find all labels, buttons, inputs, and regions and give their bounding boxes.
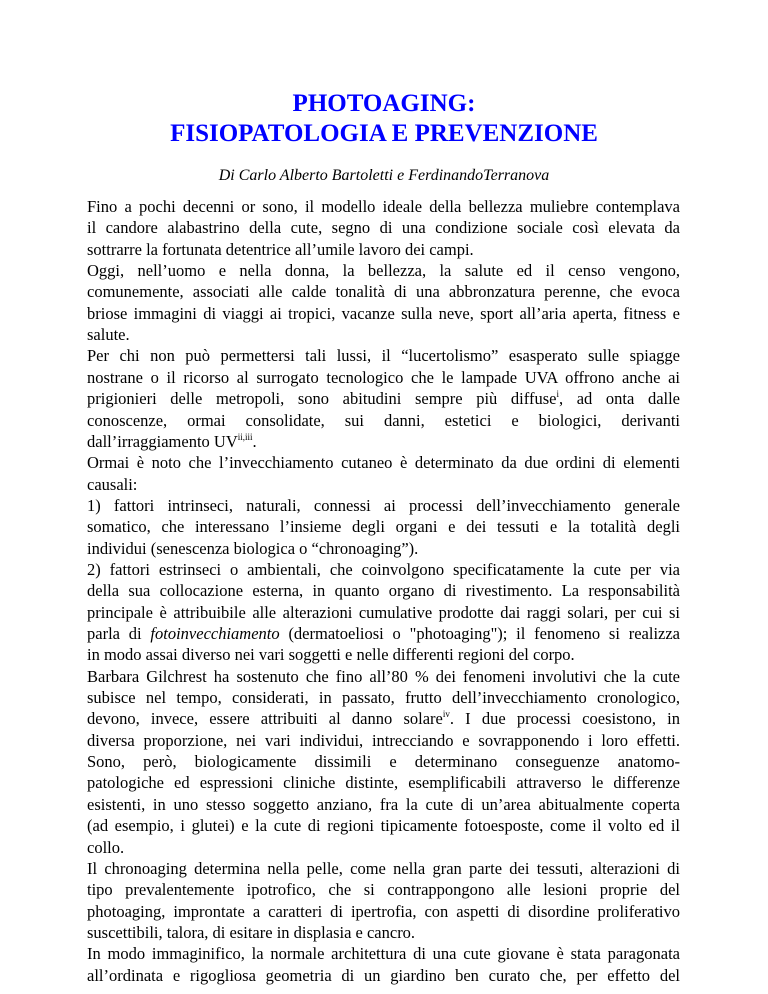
text-line: 1) fattori intrinseci, naturali, connessi ai processi dell’invecchiamento generale <box>87 495 680 515</box>
text-line: conoscenze, ormai consolidate, sui danni, estetici e biologici, derivanti <box>87 410 680 430</box>
text-line: all’ordinata e rigogliosa geometria di un giardino ben curato che, per effetto del <box>87 965 680 985</box>
text-line: In modo immaginifico, la normale architettura di una cute giovane è stata paragonata <box>87 944 680 964</box>
text-line: diversa proporzione, nei vari individui, intrecciando e sovrapponendo i loro effetti. <box>87 730 680 750</box>
text-segment: (dermatoeliosi o "photoaging"); il fenomeno si realizza <box>279 624 681 644</box>
text-line: individui (senescenza biologica o “chronoaging”). <box>87 538 419 558</box>
text-line: sottrarre la fortunata detentrice all’umile lavoro dei campi. <box>87 239 474 259</box>
text-line: salute. <box>87 325 130 345</box>
text-line: comunemente, associati alle calde tonalità di una abbronzatura perenne, che evoca <box>87 282 680 302</box>
text-line: subisce nel tempo, considerati, in passato, frutto dell’invecchiamento cronologico, <box>87 688 680 708</box>
text-line: esistenti, in uno stesso soggetto anziano, fra la cute di un’area abitualmente coperta <box>87 794 680 814</box>
text-line: photoaging, improntate a caratteri di ipertrofia, con aspetti di disordine proliferativo <box>87 901 680 921</box>
italic-term: fotoinvecchiamento <box>150 624 280 644</box>
text-line: somatico, che interessano l’insieme degli organi e dei tessuti e la totalità degli <box>87 517 680 537</box>
text-line: Il chronoaging determina nella pelle, come nella gran parte dei tessuti, alterazioni di <box>87 858 680 878</box>
text-segment: . <box>252 431 257 451</box>
text-line: Per chi non può permettersi tali lussi, il “lucertolismo” esasperato sulle spiagge <box>87 346 680 366</box>
text-line <box>87 708 680 729</box>
footnote-ref: ii,iii <box>237 431 253 442</box>
text-line: Ormai è noto che l’invecchiamento cutaneo è determinato da due ordini di elementi <box>87 453 680 473</box>
title-line-2: FISIOPATOLOGIA E PREVENZIONE <box>170 120 598 147</box>
text-line: Fino a pochi decenni or sono, il modello ideale della bellezza muliebre contemplava <box>87 197 680 216</box>
text-line: briose immagini di viaggi ai tropici, vacanze sulla neve, sport all’aria aperta, fitness e <box>87 303 680 323</box>
text-line: della sua collocazione esterna, in quanto organo di rivestimento. La responsabilità <box>87 581 680 601</box>
byline: Di Carlo Alberto Bartoletti e FerdinandoTerranova <box>218 167 550 184</box>
text-line <box>87 388 680 409</box>
text-line: principale è attribuibile alle alterazioni cumulative prodotte dai raggi solari, per cui si <box>87 602 680 622</box>
footnote-ref: i <box>556 389 559 400</box>
text-line: il candore alabastrino della cute, segno di una condizione sociale così elevata da <box>87 218 680 238</box>
text-line: 2) fattori estrinseci o ambientali, che coinvolgono specificatamente la cute per via <box>87 559 680 579</box>
text-line: suscettibili, talora, di esitare in displasia e cancro. <box>87 922 416 942</box>
text-segment: dall’irraggiamento UV <box>87 431 238 451</box>
text-line: (ad esempio, i glutei) e la cute di regioni tipicamente fotoesposte, come il volto ed il <box>87 816 680 836</box>
text-line: Sono, però, biologicamente dissimili e determinano conseguenze anatomo- <box>87 752 680 772</box>
text-line: in modo assai diverso nei vari soggetti e nelle differenti regioni del corpo. <box>87 645 575 665</box>
text-segment: devono, invece, essere attribuiti al danno solare <box>87 709 443 729</box>
text-line: Barbara Gilchrest ha sostenuto che fino all’80 % dei fenomeni involutivi che la cute <box>87 666 680 686</box>
text-segment: . I due processi coesistono, in <box>449 709 680 729</box>
text-segment: prigionieri delle metropoli, sono abitudini sempre più diffuse <box>87 389 557 409</box>
text-line: nostrane o il ricorso al surrogato tecnologico che le lampade UVA offrono anche ai <box>87 367 680 387</box>
title-line-1: PHOTOAGING: <box>292 90 476 117</box>
text-line <box>87 431 768 452</box>
text-line: collo. <box>87 837 125 857</box>
text-segment: parla di <box>87 624 151 644</box>
text-line: causali: <box>87 474 138 494</box>
text-line: Oggi, nell’uomo e nella donna, la bellezza, la salute ed il censo vengono, <box>87 261 680 281</box>
text-line: tipo prevalentemente ipotrofico, che si contrappongono alle lesioni proprie del <box>87 880 680 900</box>
footnote-ref: iv <box>442 709 450 720</box>
text-line <box>87 623 680 644</box>
text-line: patologiche ed espressioni cliniche distinte, esemplificabili attraverso le differenze <box>87 773 680 793</box>
text-segment: , ad onta dalle <box>558 389 681 409</box>
